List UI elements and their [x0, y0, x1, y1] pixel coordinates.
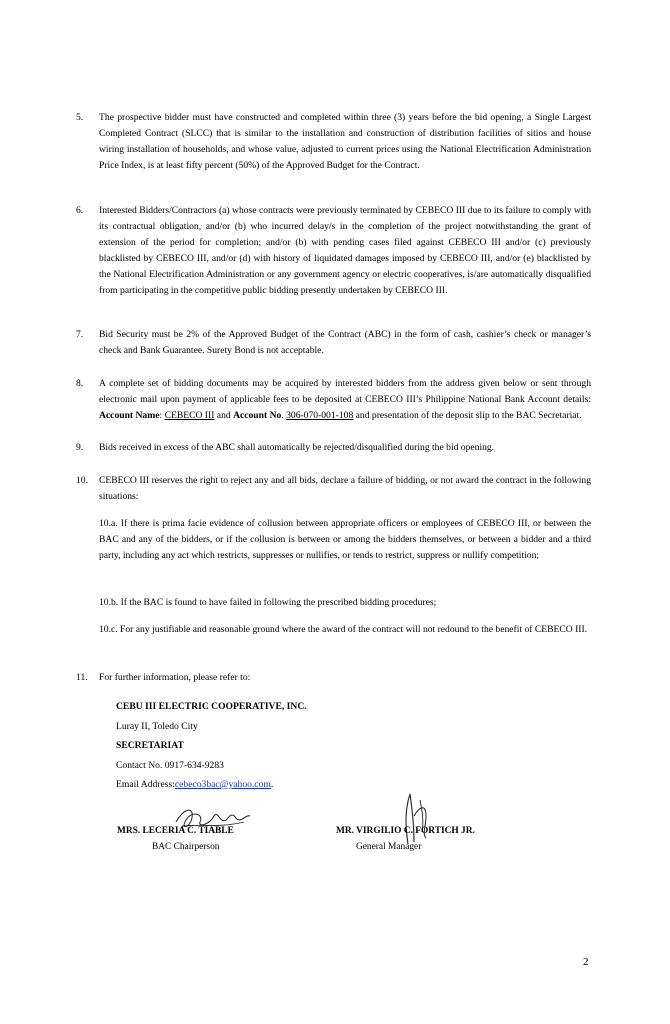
account-no-value: 306-070-001-108	[286, 410, 354, 422]
separator: :	[159, 410, 165, 422]
item-text: Interested Bidders/Contractors (a) whose contracts were previously terminated by CEBECO III due to its failure to comply with its contractual obligation, and/or (b) who incurred delay/s in the completion of the project notwithstanding the grant of extension of the period for completion; and/or (b) with pending cases filed against CEBECO III and/or (c) previously blacklisted by CEBECO III, and/or (d) with history of liquidated damages imposed by CEBECO III, and/or (e) blacklisted by the National Electrification Administration or any government agency or electric cooperatives, is/are automatically disqualified from participating in the competitive public bidding presently undertaken by CEBECO III.	[99, 205, 591, 297]
item-number: 7.	[76, 329, 84, 340]
item-10c: 10.c. For any justifiable and reasonable ground where the award of the contract will not redound to the benefit of CEBECO III.	[99, 624, 588, 635]
item-text: Bid Security must be 2% of the Approved Budget of the Contract (ABC) in the form of cash, cashier’s check or manager’s check and Bank Guarantee. Surety Bond is not acceptable.	[99, 329, 591, 357]
separator: .	[281, 410, 287, 422]
contact-block	[116, 697, 307, 795]
account-name-label: Account Name	[99, 410, 160, 422]
signatory-right-name: MR. VIRGILIO C. FORTICH JR.	[336, 826, 475, 836]
item-text-part: and presentation of the deposit slip to the BAC Secretariat.	[353, 410, 582, 422]
item-10b: 10.b. If the BAC is found to have failed in following the prescribed bidding procedures;	[99, 597, 437, 608]
email-end: .	[270, 779, 274, 790]
email-line	[116, 775, 307, 795]
item-number: 8.	[76, 378, 84, 389]
item-10a: 10.a. If there is prima facie evidence of collusion between appropriate officers or employees of CEBECO III, or between the BAC and any of the bidders, or if the collusion is between or among the bidders themselves, or between a bidder and a third party, including any act which restricts, suppresses or nullifies, or tends to restrict, suppress or nullify competition;	[99, 518, 591, 562]
page-number: 2	[583, 956, 589, 968]
item-text: For further information, please refer to:	[99, 672, 251, 683]
signatory-left-name: MRS. LECERIA C. TIABLE	[117, 826, 234, 836]
item-text	[99, 376, 591, 424]
email-link[interactable]: cebeco3bac@yahoo.com	[174, 779, 271, 790]
item-text: CEBECO III reserves the right to reject any and all bids, declare a failure of bidding, or not award the contract in the following situations:	[99, 475, 591, 503]
account-name-value: CEBECO III	[164, 410, 215, 422]
contact-number: Contact No. 0917-634-9283	[116, 759, 224, 771]
item-text-part: A complete set of bidding documents may be acquired by interested bidders from the address given below or sent through electronic mail upon payment of applicable fees to be deposited at CEBECO III’s Philippine National Bank Account details:	[99, 378, 591, 406]
email-label: Email Address:	[116, 779, 175, 790]
conjunction: and	[214, 410, 234, 422]
item-number: 9.	[76, 442, 84, 453]
item-number: 10.	[76, 475, 88, 486]
item-number: 5.	[76, 112, 84, 123]
organization-address: Luray II, Toledo City	[116, 720, 198, 732]
item-number: 11.	[76, 672, 88, 683]
item-number: 6.	[76, 205, 84, 216]
signatory-right-title: General Manager	[356, 842, 422, 852]
signatory-left-title: BAC Chairperson	[152, 842, 220, 852]
office-name: SECRETARIAT	[116, 740, 184, 751]
item-text: Bids received in excess of the ABC shall automatically be rejected/disqualified during the bid opening.	[99, 442, 495, 453]
item-text: The prospective bidder must have constructed and completed within three (3) years before the bid opening, a Single Largest Completed Contract (SLCC) that is similar to the installation and construction of distribution facilities of sitios and house wiring installation of households, and whose value, adjusted to current prices using the National Electrification Administration Price Index, is at least fifty percent (50%) of the Approved Budget for the Contract.	[99, 112, 591, 172]
organization-name: CEBU III ELECTRIC COOPERATIVE, INC.	[116, 701, 307, 712]
account-no-label: Account No	[233, 410, 282, 422]
